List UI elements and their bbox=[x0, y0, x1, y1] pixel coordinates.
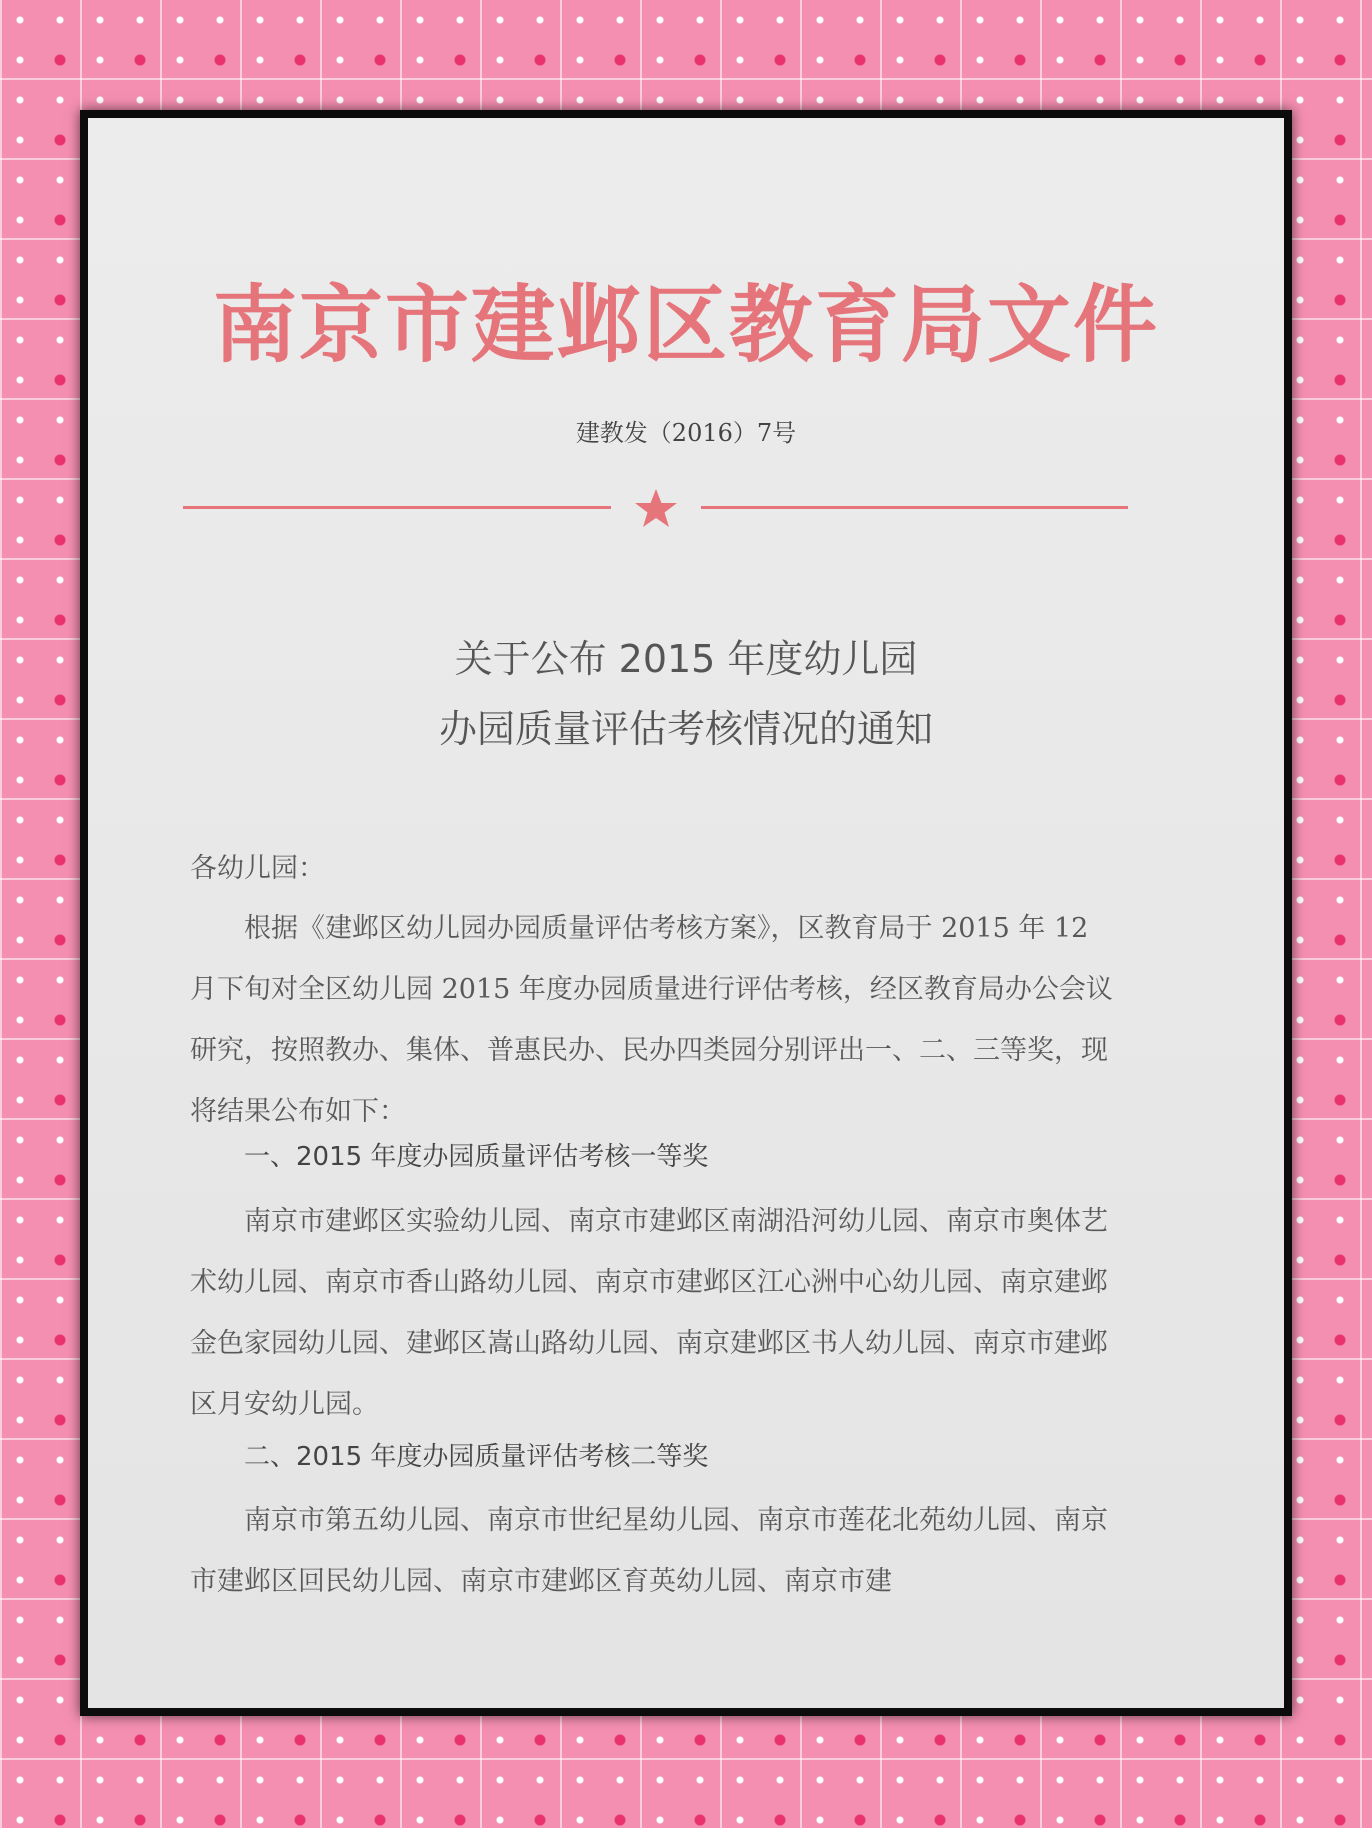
intro-paragraph: 根据《建邺区幼儿园办园质量评估考核方案》，区教育局于 2015 年 12 月下旬对全区幼儿园 2015 年度办园质量进行评估考核，经区教育局办公会议研究，按照教办、集体、普惠民办、民办四类园分别评出一、二、三等奖，现将结果公布如下： bbox=[190, 913, 1113, 1127]
section2-heading: 二、2015 年度办园质量评估考核二等奖 bbox=[244, 1442, 709, 1472]
document-number: 建教发（2016）7号 bbox=[575, 419, 797, 447]
notice-title-line1: 关于公布 2015 年度幼儿园 bbox=[454, 637, 918, 681]
salutation: 各幼儿园： bbox=[190, 853, 325, 884]
notice-title-line2: 办园质量评估考核情况的通知 bbox=[438, 707, 933, 751]
section2-text: 南京市第五幼儿园、南京市世纪星幼儿园、南京市莲花北苑幼儿园、南京市建邺区回民幼儿园、南京市建邺区育英幼儿园、南京市建 bbox=[190, 1505, 1108, 1597]
section1-text: 南京市建邺区实验幼儿园、南京市建邺区南湖沿河幼儿园、南京市奥体艺术幼儿园、南京市香山路幼儿园、南京市建邺区江心洲中心幼儿园、南京建邺金色家园幼儿园、建邺区嵩山路幼儿园、南京建邺区书人幼儿园、南京市建邺区月安幼儿园。 bbox=[190, 1206, 1108, 1420]
document-header-title: 南京市建邺区教育局文件 bbox=[212, 275, 1159, 374]
section1-heading: 一、2015 年度办园质量评估考核一等奖 bbox=[244, 1142, 709, 1172]
star-icon bbox=[633, 488, 679, 528]
divider-line-right bbox=[701, 506, 1128, 509]
divider-line-left bbox=[183, 506, 611, 509]
document-page bbox=[88, 118, 1284, 1708]
notice-title bbox=[88, 628, 1284, 751]
header-divider bbox=[183, 488, 1128, 528]
